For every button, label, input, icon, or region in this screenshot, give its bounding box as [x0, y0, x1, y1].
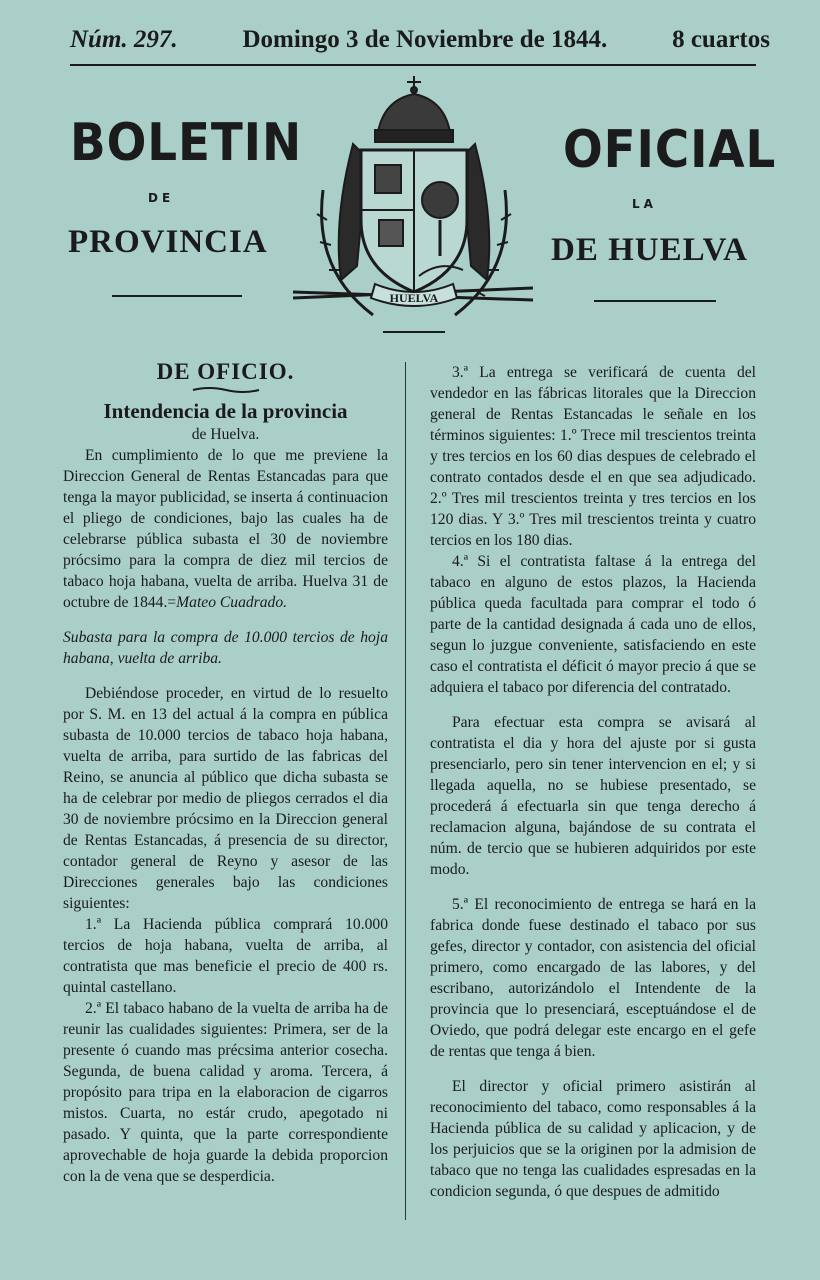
- intro-paragraph: [63, 445, 388, 613]
- header-rule: [70, 64, 756, 66]
- title-boletin: BOLETIN: [70, 113, 303, 173]
- flourish-icon: [191, 386, 261, 394]
- issue-date: Domingo 3 de Noviembre de 1844.: [242, 26, 608, 53]
- intendencia-title: Intendencia de la provincia: [103, 399, 348, 423]
- signature: Mateo Cuadrado.: [176, 594, 288, 611]
- issue-header: [70, 26, 770, 54]
- condition-3: 3.ª La entrega se verificará de cuenta del vendedor en las fábricas litorales que la Direccion general de Rentas Estancadas le señale en los términos siguientes: 1.º Trece mil trescientos treinta y tres tercios en los 60 dias despues de celebrado el contrato contados desde el en que sea adjudicado. 2.º Tres mil trescientos treinta y tres tercios en los 120 dias. Y 3.º Tres mil trescientos treinta y cuatro tercios en los 180 dias.: [430, 364, 756, 549]
- intendencia-subtitle: de Huelva.: [191, 426, 260, 443]
- condition-5: 5.ª El reconocimiento de entrega se hará en la fabrica donde fuese destinado el tabaco por sus gefes, director y contador, con asistencia del oficial primero, como encargado de las labores, y del escribano, autorizándolo el Intendente de la provincia que lo presenciará, esceptuándose el de Oviedo, que podrá delegar este encargo en el gefe de rentas que tenga á bien.: [430, 896, 756, 1060]
- issue-number: Núm. 297.: [70, 26, 178, 53]
- coat-of-arms-icon: [283, 70, 545, 345]
- subasta-title: Subasta para la compra de 10.000 tercios de hoja habana, vuelta de arriba.: [63, 629, 388, 667]
- paragraph-para-efectuar: Para efectuar esta compra se avisará al contratista el dia y hora del ajuste por si gusta presenciarlo, pero sin tener intervencion en el; y si llegada aquella, no se hubiese presentado, se procederá á efectuarla sin que tenga derecho á reclamacion alguna, bajándose de su contrata el núm. de tercio que se hubieren adquiridos por este modo.: [430, 714, 756, 878]
- title-de-huelva: DE HUELVA: [551, 232, 748, 268]
- title-provincia: PROVINCIA: [68, 224, 268, 260]
- masthead-rule-right: [594, 300, 716, 302]
- issue-price: 8 cuartos: [672, 26, 770, 53]
- paragraph-el-director: El director y oficial primero asistirán al reconocimiento del tabaco, como responsables á la Hacienda pública de su calidad y aplicacion, y de los perjuicios que se la originen por la admision de tabaco que no tenga las cualidades espresadas en la condicion segunda, ó que despues de admitido: [430, 1078, 756, 1200]
- title-la: LA: [632, 197, 657, 211]
- section-heading: DE OFICIO.: [156, 359, 295, 384]
- right-column: [430, 362, 756, 1202]
- title-oficial: OFICIAL: [563, 120, 777, 180]
- masthead-rule-left: [112, 295, 242, 297]
- condition-4: 4.ª Si el contratista faltase á la entrega del tabaco en alguno de estos plazos, la Hacienda pública queda facultada para comprar el todo ó parte de la cantidad designada á cada uno de ellos, segun lo juzgue conveniente, satisfaciendo en este caso el contratista el déficit ó mayor precio á que se adquiera el tabaco por diferencia del contratado.: [430, 553, 756, 696]
- column-divider: [405, 362, 406, 1220]
- left-column: [63, 358, 388, 1187]
- title-de: DE: [148, 191, 175, 205]
- intro-text: En cumplimiento de lo que me previene la Direccion General de Rentas Estancadas para que tenga la mayor publicidad, se inserta á continuacion el pliego de condiciones, bajo las cuales ha de celebrarse pública subasta el 30 de noviembre prócsimo para la compra de diez mil tercios de tabaco hoja habana, vuelta de arriba. Huelva 31 de octubre de 1844.=: [63, 447, 388, 611]
- crest-ribbon-text: HUELVA: [389, 291, 439, 305]
- condition-1: 1.ª La Hacienda pública comprará 10.000 tercios de hoja habana, vuelta de arriba, al contratista que mas beneficie el precio de 400 rs. quintal castellano.: [63, 916, 388, 996]
- paragraph-debiendose: Debiéndose proceder, en virtud de lo resuelto por S. M. en 13 del actual á la compra en pública subasta de 10.000 tercios de tabaco hoja habana, vuelta de arriba, para surtido de las fabricas del Reino, se anuncia al público que dicha subasta se ha de celebrar por medio de pliegos cerrados el dia 30 de noviembre prócsimo en la Direccion general de Rentas Estancadas, á presencia de su director, contador general de Reyno y asesor de las Direcciones generales bajo las condiciones siguientes:: [63, 685, 388, 912]
- condition-2: 2.ª El tabaco habano de la vuelta de arriba ha de reunir las cualidades siguientes: Primera, ser de la presente ó cuando mas précsima anterior cosecha. Segunda, de buena calidad y aroma. Tercera, á propósito para tripa en la elaboracion de cigarros mistos. Cuarta, no estár crudo, apegotado ni pasado. Y quinta, que la parte correspondiente aprovechable de hoja guarde la debida proporcion con la de vena que se desperdicia.: [63, 1000, 388, 1185]
